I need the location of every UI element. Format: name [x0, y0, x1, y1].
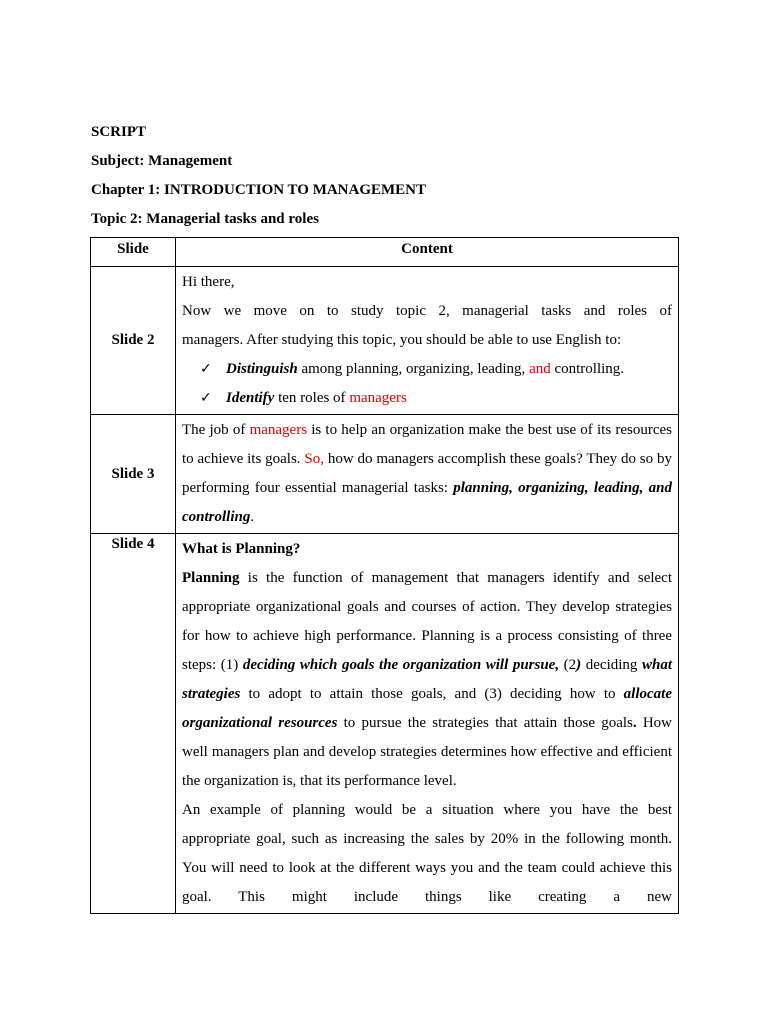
list-item	[182, 384, 672, 413]
table-row	[91, 534, 679, 914]
text-run: deciding	[581, 657, 642, 673]
bullet-text: among planning, organizing, leading,	[297, 361, 530, 377]
slide-3-content	[176, 415, 679, 534]
bullet-text: ten roles of	[274, 390, 350, 406]
greeting: Hi there,	[182, 274, 235, 290]
bullet-managers: managers	[349, 390, 407, 406]
checkmark-icon: ✓	[200, 361, 212, 377]
text-run: is the function of management that managers identify and select appropriate organizational goals and courses of action. They develop strategies for how to achieve high performance. Planning is a process consisting of three steps: (1)	[182, 570, 672, 673]
step-1: deciding which goals the organization will pursue,	[242, 657, 560, 673]
bullet-verb: Identify	[226, 390, 275, 406]
table-row	[91, 415, 679, 534]
table-header-row	[91, 238, 679, 267]
text-run: )	[576, 657, 582, 673]
bullet-and: and	[529, 361, 551, 377]
subject-line: Subject: Management	[91, 153, 233, 169]
header-slide: Slide	[91, 238, 176, 267]
text-run: .	[250, 509, 255, 525]
chapter-line: Chapter 1: INTRODUCTION TO MANAGEMENT	[91, 182, 427, 198]
text-run: The job of	[182, 422, 250, 438]
step-3: allocate organizational resources	[182, 686, 672, 731]
script-table	[90, 237, 679, 914]
list-item	[182, 355, 672, 384]
planning-title: What is Planning?	[182, 541, 301, 557]
slide-3-paragraph	[182, 416, 672, 532]
text-run: to pursue the strategies that attain those goals	[337, 715, 633, 731]
task-list: planning, organizing, leading, and controlling	[182, 480, 673, 525]
text-run: is to help an organization make the best use of its resources to achieve its goals.	[182, 422, 672, 467]
slide-4-label: Slide 4	[91, 534, 176, 914]
slide-2-content	[176, 267, 679, 415]
managers-word: managers	[249, 422, 308, 438]
topic-line: Topic 2: Managerial tasks and roles	[91, 211, 319, 227]
bullet-verb: Distinguish	[226, 361, 298, 377]
slide-2-label: Slide 2	[91, 267, 176, 415]
text-run: .	[632, 715, 637, 731]
intro-line-2: managers. After studying this topic, you should be able to use English to:	[182, 332, 622, 348]
header-content: Content	[176, 238, 679, 267]
text-run: to adopt to attain those goals, and (3) deciding how to	[240, 686, 624, 702]
text-run: how do managers accomplish these goals? They do so by performing four essential managerial tasks:	[182, 451, 672, 496]
slide-3-label: Slide 3	[91, 415, 176, 534]
script-label: SCRIPT	[91, 124, 147, 140]
planning-word: Planning	[182, 570, 240, 586]
bullet-end: controlling.	[550, 361, 625, 377]
so-word: So,	[304, 451, 324, 467]
intro-line-1: Now we move on to study topic 2, managerial tasks and roles of	[182, 303, 672, 319]
slide-4-content	[176, 534, 679, 914]
text-run: (2	[559, 657, 577, 673]
planning-example: An example of planning would be a situation where you have the best appropriate goal, such as increasing the sales by 20% in the following month. You will need to look at the different ways you and the team could achieve this goal. This might include things like creating a new	[182, 802, 672, 905]
table-row	[91, 267, 679, 415]
planning-paragraph	[182, 564, 672, 796]
checkmark-icon: ✓	[200, 390, 212, 406]
text-run: How well managers plan and develop strategies determines how effective and efficient the organization is, that its performance level.	[182, 715, 672, 789]
step-2: what strategies	[182, 657, 672, 702]
